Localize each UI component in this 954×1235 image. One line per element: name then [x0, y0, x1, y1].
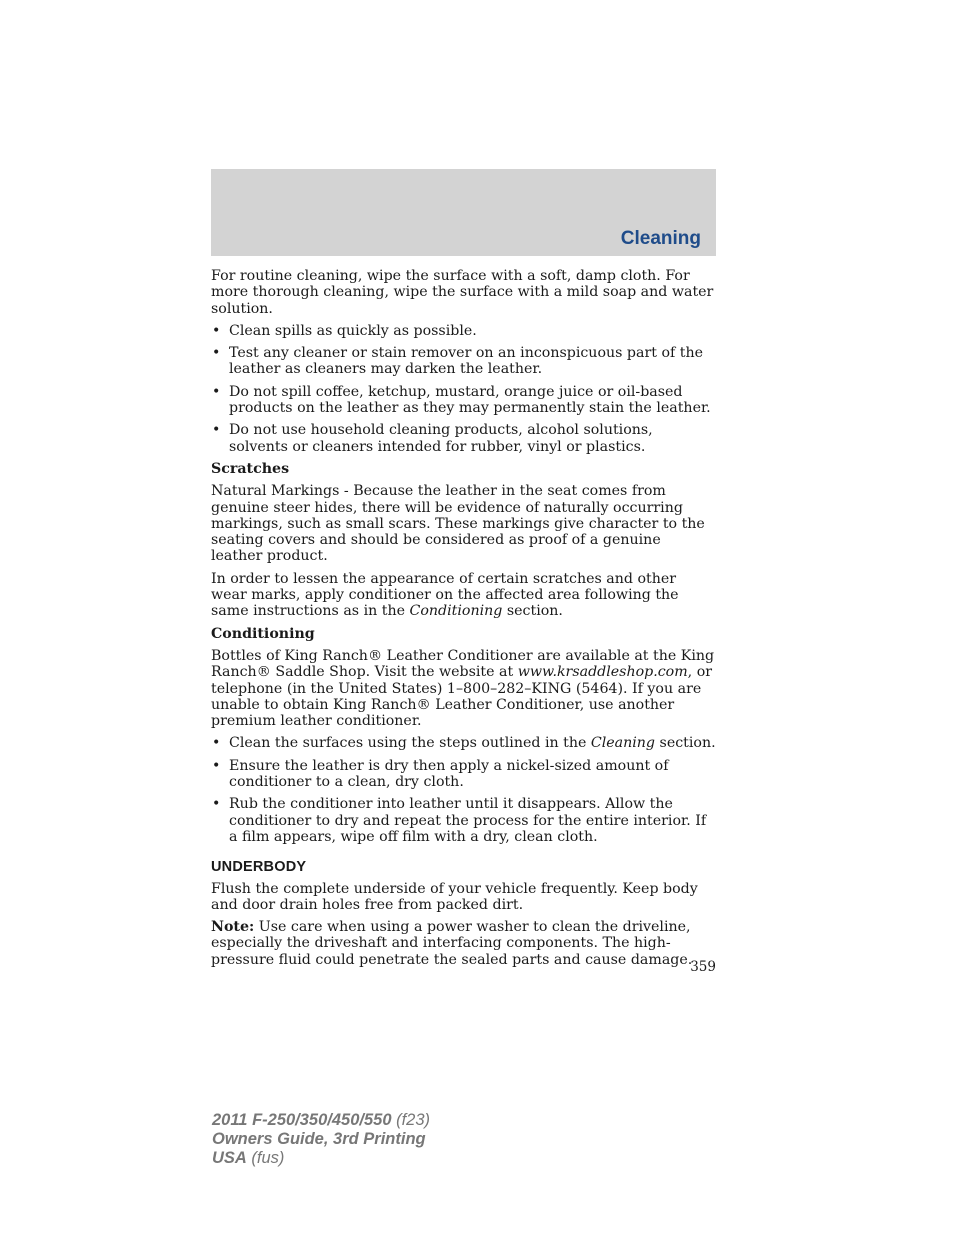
website-link[interactable]: www.krsaddleshop.com — [517, 664, 688, 681]
page-number: 359 — [690, 959, 716, 975]
bullet-icon: • — [212, 322, 221, 339]
section-header-band — [211, 169, 716, 256]
bullet-icon: • — [212, 422, 221, 439]
list-item: • Do not use household cleaning products, alcohol solutions, solvents or cleaners intended for rubber, vinyl or plastics. — [212, 422, 653, 455]
bullet-icon: • — [212, 383, 221, 400]
list-item: • Ensure the leather is dry then apply a nickel-sized amount of conditioner to a clean, dry cloth. — [212, 757, 669, 791]
bullet-icon: • — [212, 345, 221, 362]
note-label: Note: — [211, 919, 255, 936]
list-item: • Clean the surfaces using the steps outlined in the Cleaning section. — [212, 735, 716, 752]
footer-line-guide: Owners Guide, 3rd Printing — [212, 1130, 426, 1148]
conditioning-bullet-list — [211, 735, 716, 845]
section-title: Cleaning — [620, 228, 701, 249]
conditioning-reference: Conditioning — [409, 603, 503, 620]
list-item: • Do not spill coffee, ketchup, mustard, orange juice or oil-based products on the leather as they may permanently stain the leather. — [212, 383, 711, 417]
conditioning-paragraph: Bottles of King Ranch® Leather Conditioner are available at the King Ranch® Saddle Shop. Visit the website at www.krsaddleshop.com, or telephone (in the United States) 1–800–282–KING (5464). If you are unable to obtain King Ranch® Leather Conditioner, use another premium leather conditioner. — [211, 647, 715, 730]
cleaning-reference: Cleaning — [590, 735, 656, 752]
intro-paragraph: For routine cleaning, wipe the surface with a soft, damp cloth. For more thorough cleaning, wipe the surface with a mild soap and water solution. — [211, 268, 714, 317]
underbody-paragraph: Flush the complete underside of your vehicle frequently. Keep body and door drain holes free from packed dirt. — [211, 880, 698, 913]
scratches-paragraph-2: In order to lessen the appearance of certain scratches and other wear marks, apply conditioner on the affected area following the same instructions as in the Conditioning section. — [211, 570, 679, 620]
scratches-heading: Scratches — [211, 460, 290, 477]
scratches-paragraph-1: Natural Markings - Because the leather in the seat comes from genuine steer hides, there will be evidence of naturally occurring markings, such as small scars. These markings give character to the seating covers and should be considered as proof of a genuine leather product. — [211, 483, 705, 565]
underbody-note: Note: Use care when using a power washer to clean the driveline, especially the driveshaft and interfacing components. The high-pressure fluid could penetrate the sealed parts and cause damage. — [211, 919, 693, 968]
bullet-icon: • — [212, 735, 221, 752]
footer-publication-info — [212, 1111, 430, 1168]
conditioning-heading: Conditioning — [211, 625, 315, 642]
bullet-icon: • — [212, 757, 221, 774]
underbody-heading: UNDERBODY — [211, 859, 307, 876]
list-item: • Rub the conditioner into leather until it disappears. Allow the conditioner to dry and repeat the process for the entire interior. If a film appears, wipe off film with a dry, clean cloth. — [212, 796, 707, 845]
cleaning-bullet-list — [211, 323, 716, 455]
bullet-icon: • — [212, 796, 221, 813]
footer-line-model: 2011 F-250/350/450/550 (f23) — [212, 1111, 431, 1129]
page-content — [211, 268, 716, 974]
footer-line-region: USA (fus) — [212, 1149, 285, 1167]
list-item: • Test any cleaner or stain remover on an inconspicuous part of the leather as cleaners may darken the leather. — [212, 345, 703, 378]
list-item: • Clean spills as quickly as possible. — [212, 322, 477, 339]
